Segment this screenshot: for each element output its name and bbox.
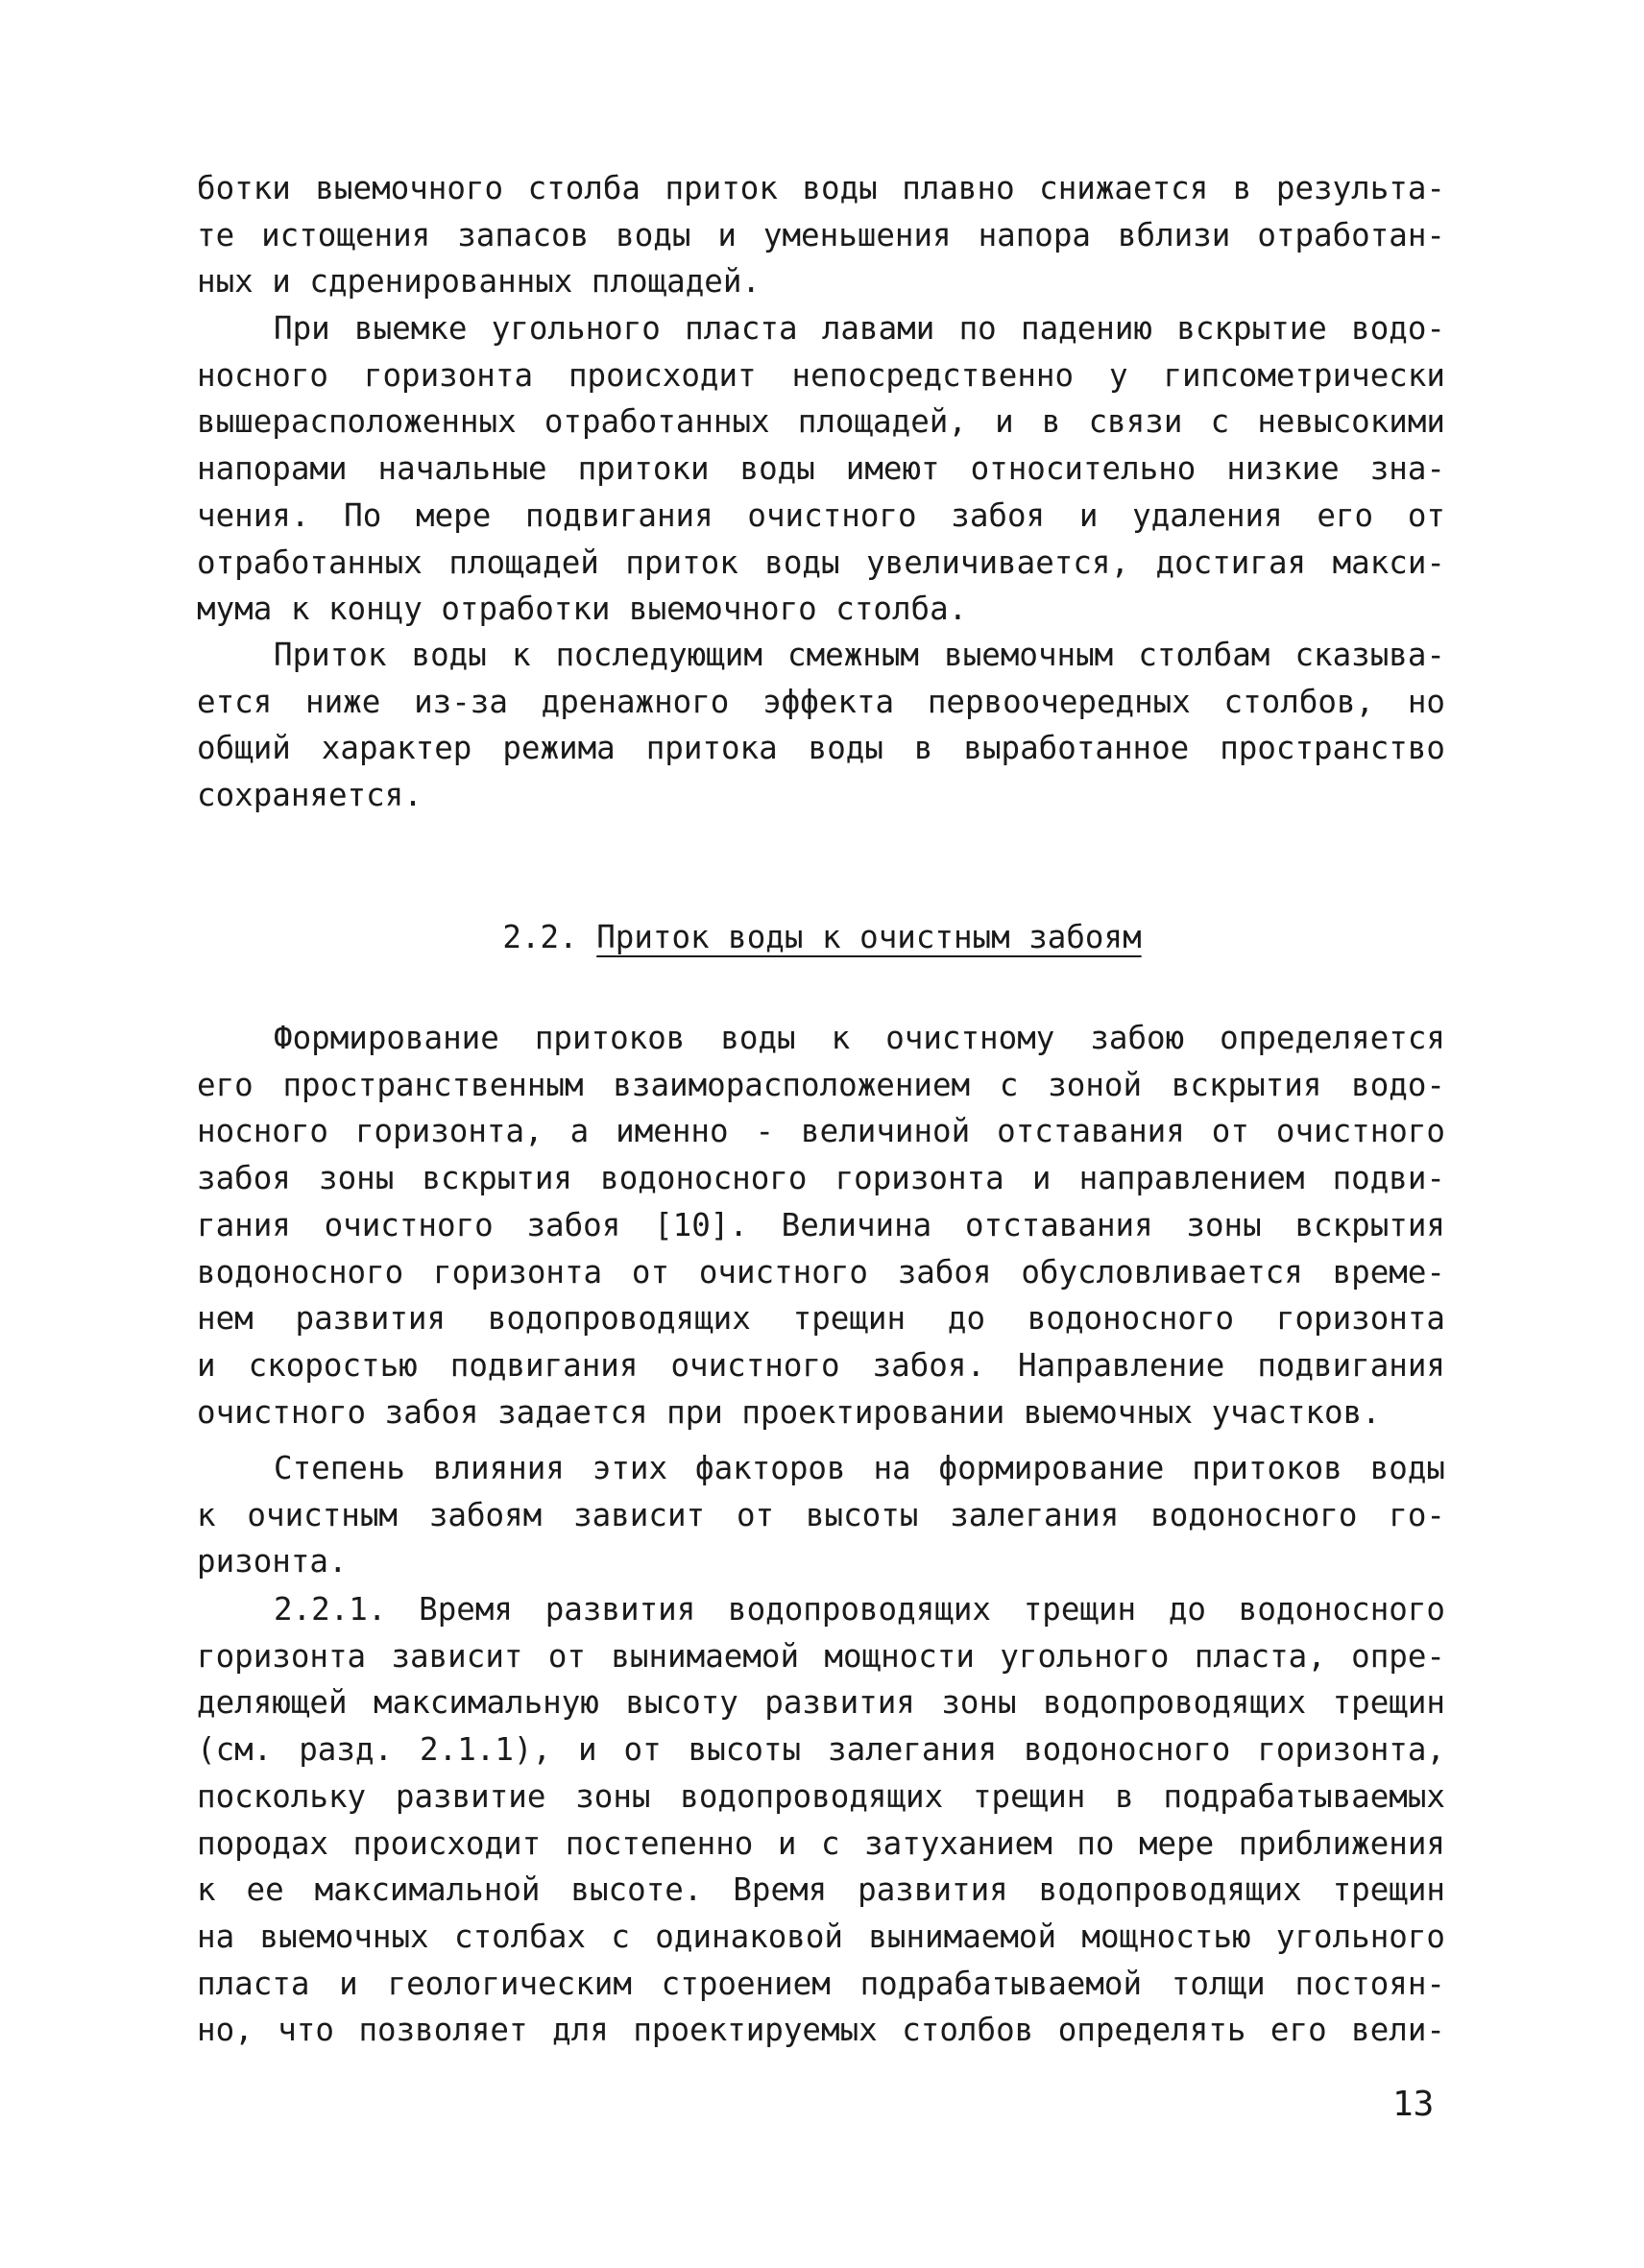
paragraph-factor-influence (197, 1445, 1445, 1585)
text-line: те истощения запасов воды и уменьшения напора вблизи отработан- (197, 216, 1445, 253)
paragraph-continuation (197, 165, 1445, 305)
paragraph-adjacent-pillars (197, 632, 1445, 819)
text-line: пласта и геологическим строением подрабатываемой толщи постоян- (197, 1965, 1445, 2002)
text-line: его пространственным взаиморасположением с зоной вскрытия водо- (197, 1066, 1445, 1103)
text-line: (см. разд. 2.1.1), и от высоты залегания водоносного горизонта, (197, 1731, 1445, 1769)
section-number: 2.2. (502, 919, 578, 955)
paragraph-fracture-development (197, 1586, 1445, 2054)
text-line: При выемке угольного пласта лавами по падению вскрытие водо- (274, 310, 1445, 347)
text-line: ных и сдренированных площадей. (197, 263, 761, 301)
text-line: нем развития водопроводящих трещин до водоносного горизонта (197, 1300, 1445, 1338)
text-line: ется ниже из-за дренажного эффекта первоочередных столбов, но (197, 683, 1445, 720)
text-line: вышерасположенных отработанных площадей, и в связи с невысокими (197, 403, 1445, 441)
text-line: Степень влияния этих факторов на формирование притоков воды (274, 1450, 1445, 1486)
text-line: носного горизонта происходит непосредственно у гипсометрически (197, 356, 1445, 394)
section-heading (0, 914, 1644, 960)
text-line: отработанных площадей приток воды увеличивается, достигая макси- (197, 543, 1445, 581)
text-line: Приток воды к последующим смежным выемочным столбам сказыва- (274, 637, 1445, 673)
text-line: напорами начальные притоки воды имеют относительно низкие зна- (197, 450, 1445, 488)
text-line: очистного забоя задается при проектировании выемочных участков. (197, 1393, 1381, 1431)
paragraph-inflow-formation (197, 1015, 1445, 1436)
text-line: ризонта. (197, 1543, 348, 1580)
text-line: породах происходит постепенно и с затуханием по мере приближения (197, 1824, 1445, 1862)
text-line: горизонта зависит от вынимаемой мощности угольного пласта, опре- (197, 1637, 1445, 1675)
text-line: к очистным забоям зависит от высоты залегания водоносного го- (197, 1496, 1445, 1533)
text-line: и скоростью подвигания очистного забоя. Направление подвигания (197, 1346, 1445, 1384)
paragraph-longwall-dip (197, 305, 1445, 633)
text-line: деляющей максимальную высоту развития зоны водопроводящих трещин (197, 1684, 1445, 1722)
page-number: 13 (1392, 2085, 1435, 2124)
text-line: поскольку развитие зоны водопроводящих трещин в подрабатываемых (197, 1777, 1445, 1815)
text-line: сохраняется. (197, 777, 423, 814)
text-line: гания очистного забоя [10]. Величина отставания зоны вскрытия (197, 1206, 1445, 1243)
text-line: чения. По мере подвигания очистного забоя и удаления его от (197, 496, 1445, 534)
text-line: Формирование притоков воды к очистному забою определяется (274, 1020, 1445, 1056)
section-title: Приток воды к очистным забоям (596, 919, 1142, 955)
text-line: общий характер режима притока воды в выработанное пространство (197, 730, 1445, 767)
text-line: но, что позволяет для проектируемых столбов определять его вели- (197, 2012, 1445, 2049)
text-line: мума к концу отработки выемочного столба. (197, 591, 968, 628)
text-line: ботки выемочного столба приток воды плавно снижается в результа- (197, 170, 1445, 206)
text-line: 2.2.1. Время развития водопроводящих трещин до водоносного (274, 1591, 1445, 1628)
text-line: к ее максимальной высоте. Время развития водопроводящих трещин (197, 1871, 1445, 1909)
text-line: носного горизонта, а именно - величиной отставания от очистного (197, 1113, 1445, 1150)
text-line: водоносного горизонта от очистного забоя обусловливается време- (197, 1253, 1445, 1291)
text-line: забоя зоны вскрытия водоносного горизонта и направлением подви- (197, 1160, 1445, 1197)
text-line: на выемочных столбах с одинаковой вынимаемой мощностью угольного (197, 1918, 1445, 1955)
